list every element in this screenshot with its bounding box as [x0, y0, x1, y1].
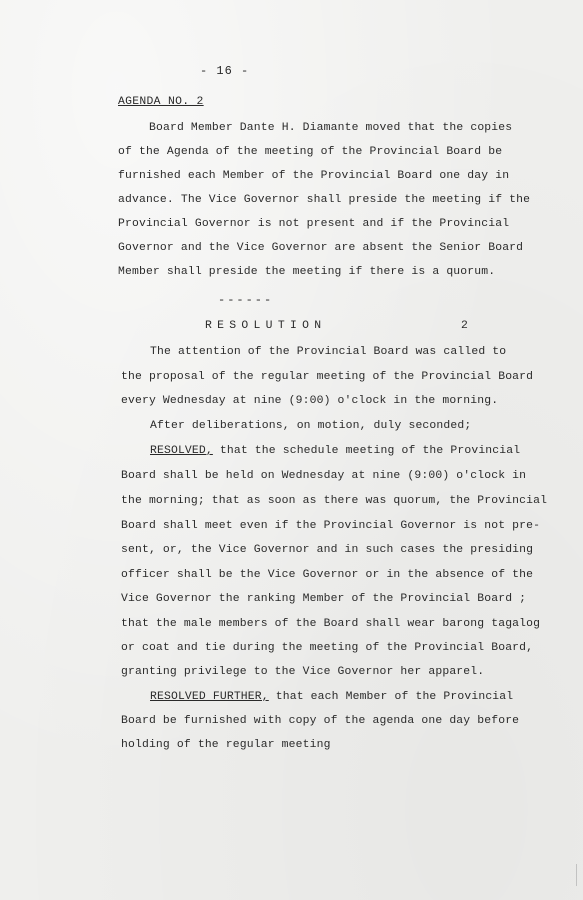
agenda-paragraph-line: advance. The Vice Governor shall preside the meeting if the — [118, 194, 531, 206]
resolved-paragraph-line: the morning; that as soon as there was quorum, the Provincial — [121, 495, 548, 507]
resolved-paragraph-line: Board shall meet even if the Provincial Governor is not pre- — [121, 520, 541, 532]
page-edge-mark — [568, 864, 577, 886]
resolved-further-first-line — [150, 690, 513, 704]
resolved-paragraph-line: that the male members of the Board shall wear barong tagalog — [121, 618, 541, 630]
resolved-further-paragraph-line: Board be furnished with copy of the agenda one day before — [121, 715, 520, 727]
agenda-paragraph-line: Governor and the Vice Governor are absent the Senior Board — [118, 242, 524, 254]
agenda-paragraph-line: Provincial Governor is not present and if the Provincial — [118, 218, 510, 230]
resolved-further-line-text: that each Member of the Provincial — [268, 691, 514, 703]
resolved-paragraph-line: officer shall be the Vice Governor or in the absence of the — [121, 569, 534, 581]
agenda-paragraph-line: furnished each Member of the Provincial Board one day in — [118, 170, 510, 182]
resolution-number: 2 — [461, 320, 468, 332]
resolved-paragraph-line: or coat and tie during the meeting of the Provincial Board, — [121, 642, 534, 654]
resolution-title: RESOLUTION — [205, 320, 327, 332]
attention-paragraph-line: every Wednesday at nine (9:00) o'clock in the morning. — [121, 395, 499, 407]
agenda-paragraph-line: Board Member Dante H. Diamante moved that the copies — [149, 122, 513, 134]
resolved-first-line — [150, 444, 520, 458]
resolved-further-keyword: RESOLVED FURTHER, — [150, 691, 269, 703]
section-separator: ------ — [218, 293, 274, 307]
resolved-further-paragraph-line: holding of the regular meeting — [121, 739, 331, 751]
resolved-paragraph-line: Vice Governor the ranking Member of the Provincial Board ; — [121, 593, 527, 605]
resolved-paragraph-line: Board shall be held on Wednesday at nine (9:00) o'clock in — [121, 470, 527, 482]
page-number: - 16 - — [200, 64, 250, 78]
resolved-line-text: that the schedule meeting of the Provincial — [212, 445, 521, 457]
agenda-paragraph-line: of the Agenda of the meeting of the Provincial Board be — [118, 146, 503, 158]
resolved-keyword: RESOLVED, — [150, 445, 213, 457]
agenda-paragraph-line: Member shall preside the meeting if there is a quorum. — [118, 266, 496, 278]
deliberation-line: After deliberations, on motion, duly seconded; — [150, 420, 472, 432]
attention-paragraph-line: The attention of the Provincial Board was called to — [150, 346, 507, 358]
agenda-heading: AGENDA NO. 2 — [118, 96, 204, 108]
resolved-paragraph-line: sent, or, the Vice Governor and in such cases the presiding — [121, 544, 534, 556]
attention-paragraph-line: the proposal of the regular meeting of the Provincial Board — [121, 371, 534, 383]
resolved-paragraph-line: granting privilege to the Vice Governor her apparel. — [121, 666, 485, 678]
